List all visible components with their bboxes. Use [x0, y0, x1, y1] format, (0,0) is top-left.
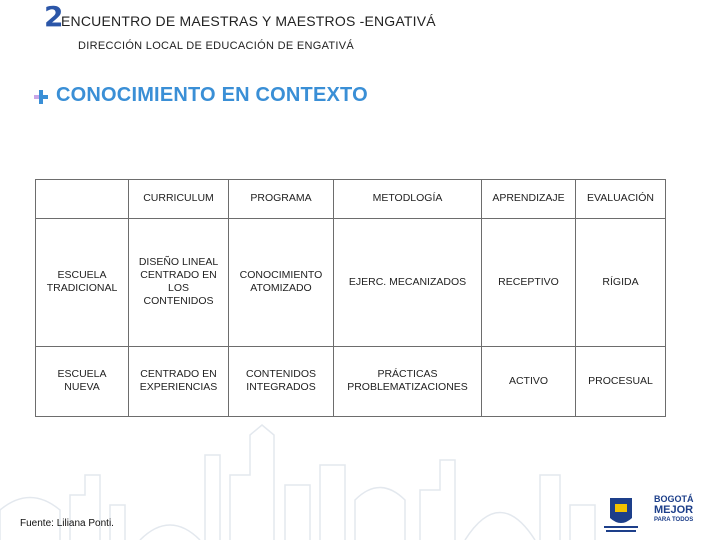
event-title: ENCUENTRO DE MAESTRAS Y MAESTROS -ENGATIVÁ [61, 13, 436, 29]
table-cell: CONTENIDOS INTEGRADOS [229, 346, 334, 416]
table-cell: ACTIVO [482, 346, 576, 416]
source-note: Fuente: Liliana Ponti. [20, 518, 114, 529]
table-cell: CONOCIMIENTO ATOMIZADO [229, 218, 334, 346]
event-number: 2 [44, 0, 64, 33]
table-row [36, 218, 666, 346]
row-label: ESCUELA NUEVA [36, 346, 129, 416]
header-cell: APRENDIZAJE [482, 180, 576, 219]
row-label: ESCUELA TRADICIONAL [36, 218, 129, 346]
table-cell: PRÁCTICAS PROBLEMATIZACIONES [334, 346, 482, 416]
city-seal-icon [598, 494, 644, 534]
header-cell: CURRICULUM [129, 180, 229, 219]
logo-line: PARA TODOS [654, 517, 694, 523]
header-cell: METODLOGÍA [334, 180, 482, 219]
table-header-row [36, 180, 666, 219]
logo-line: BOGOTÁ [654, 494, 694, 504]
table-cell: CENTRADO EN EXPERIENCIAS [129, 346, 229, 416]
logo-line: MEJOR [654, 504, 694, 516]
event-subtitle: DIRECCIÓN LOCAL DE EDUCACIÓN DE ENGATIVÁ [78, 40, 355, 52]
logo-text [654, 494, 714, 524]
bogota-logo [596, 492, 714, 536]
plus-icon [34, 90, 48, 104]
table-cell: EJERC. MECANIZADOS [334, 218, 482, 346]
table-cell: DISEÑO LINEAL CENTRADO EN LOS CONTENIDOS [129, 218, 229, 346]
table-cell: PROCESUAL [576, 346, 666, 416]
table-row [36, 346, 666, 416]
table-cell: RÍGIDA [576, 218, 666, 346]
table-cell: RECEPTIVO [482, 218, 576, 346]
section-title: CONOCIMIENTO EN CONTEXTO [56, 84, 368, 106]
comparison-table [35, 179, 666, 417]
header-cell: PROGRAMA [229, 180, 334, 219]
header-cell [36, 180, 129, 219]
header-cell: EVALUACIÓN [576, 180, 666, 219]
